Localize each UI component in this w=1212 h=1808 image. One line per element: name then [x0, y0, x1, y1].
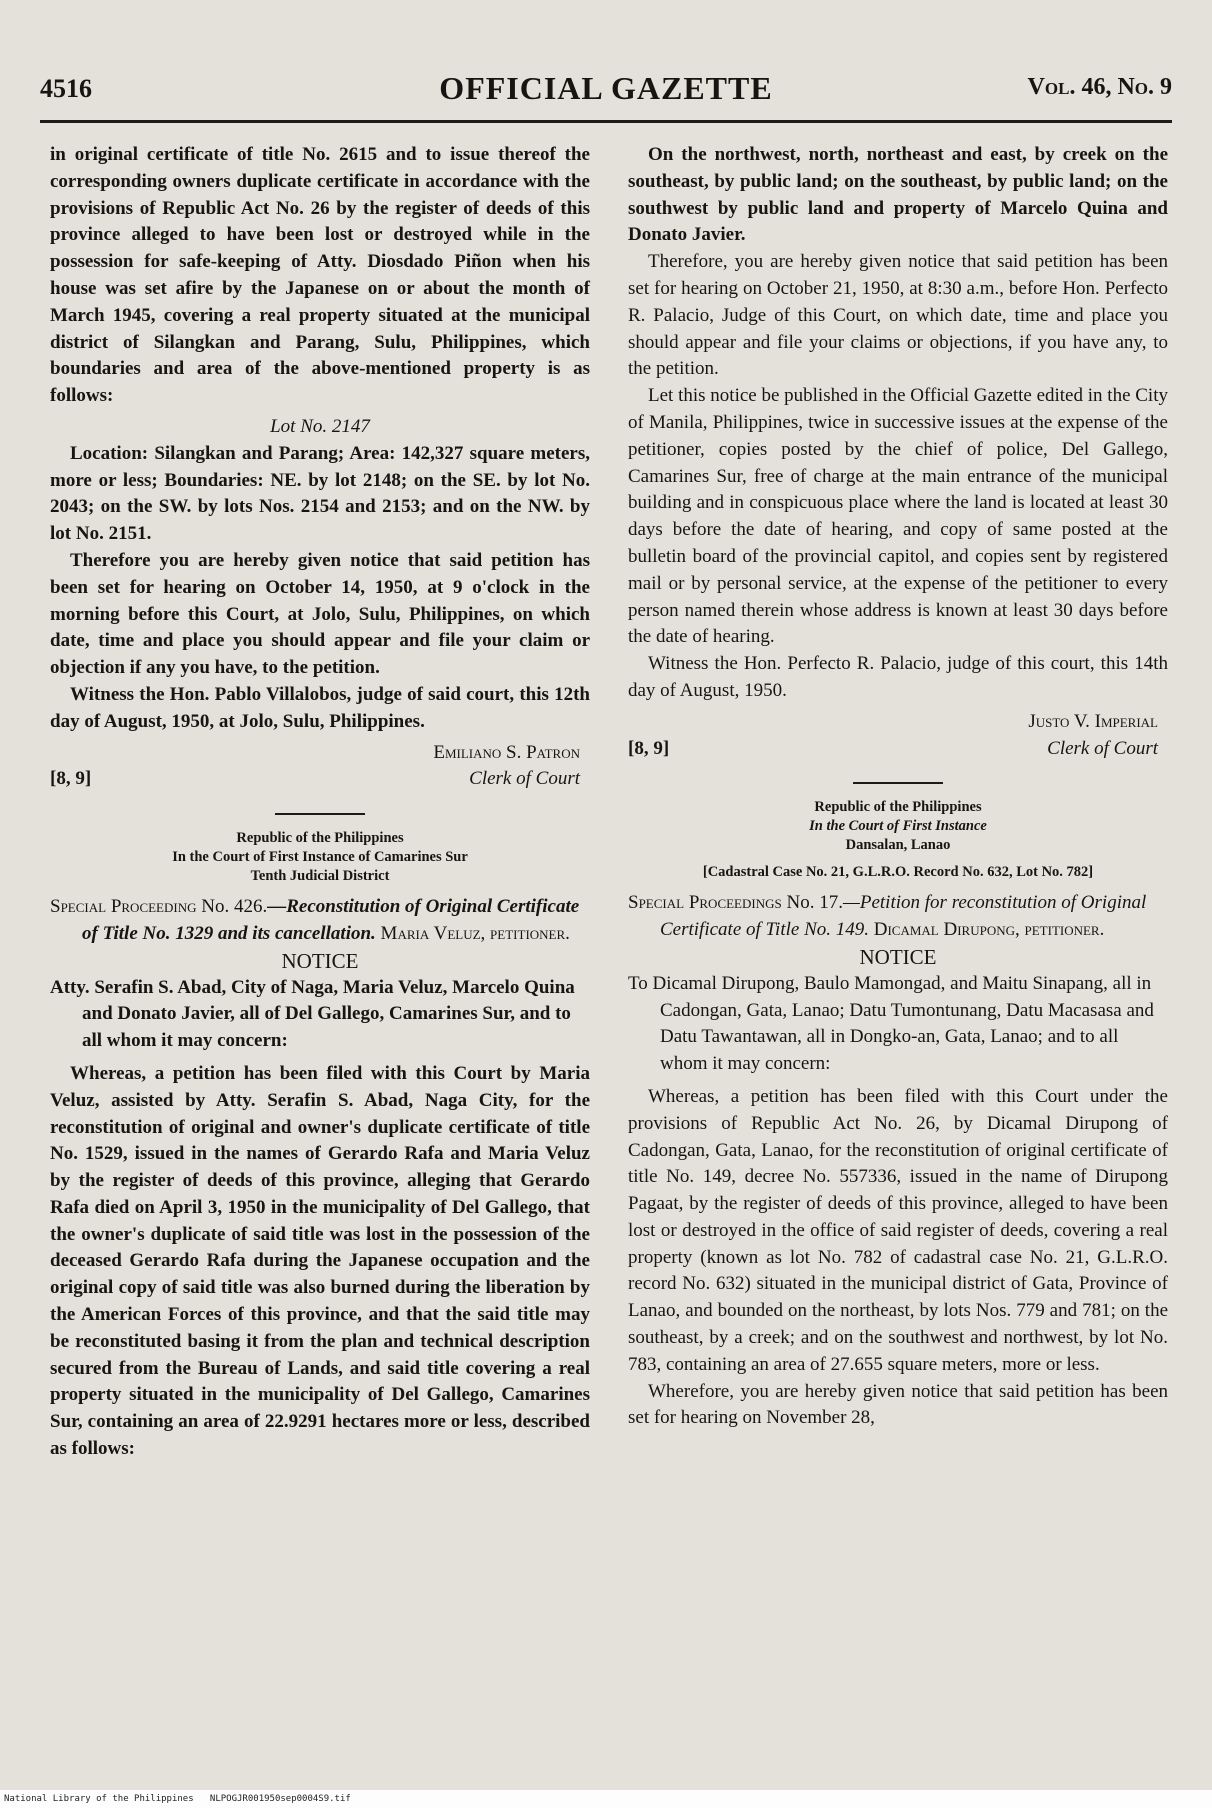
case-title: —Reconstitution of Original Certificate of Title No. 1329 and its cancellation. [82, 896, 580, 944]
paragraph: Therefore you are hereby given notice that said petition has been set for hearing on October 14, 1950, at 9 o'clock in the morning before this Court, at Jolo, Sulu, Philippines, on which date, time and place you should appear and file your claim or objection if any you have, to the petition. [50, 549, 590, 679]
clerk-title: Clerk of Court [469, 768, 580, 790]
paragraph: Witness the Hon. Pablo Villalobos, judge of said court, this 12th day of August, 1950, at Jolo, Sulu, Philippines. [50, 683, 590, 732]
notice-heading: NOTICE [859, 944, 937, 969]
paragraph: in original certificate of title No. 2615 and to issue thereof the corresponding owners duplicate certificate in accordance with the provisions of Republic Act No. 26 by the register of deeds of this province alleged to have been lost or destroyed while in the possession for safe-keeping of Atty. Diosdado Piñon when his house was set afire by the Japanese on or about the month of March 1945, covering a real property situated at the municipal district of Silangkan and Parang, Sulu, Philippines, which boundaries and area of the above-mentioned property is as follows: [50, 144, 590, 407]
paragraph: Let this notice be published in the Official Gazette edited in the City of Manila, Philippines, twice in successive issues at the expense of the petitioner, copies posted by the chief of police, Del Gallego, Camarines Sur, free of charge at the main entrance of the municipal building and in conspicuous place where the land is located at least 30 days before the date of hearing, and copy of same posted at the bulletin board of the provincial capitol, and copies sent by registered mail or by personal service, at the expense of the petitioner to every person named therein whose address is known at least 30 days before the date of hearing. [628, 385, 1168, 648]
court-line: Republic of the Philippines [814, 799, 982, 816]
case-heading [628, 890, 1168, 944]
court-heading [50, 829, 590, 886]
notice-address: Atty. Serafin S. Abad, City of Naga, Maria Veluz, Marcelo Quina and Donato Javier, all of Del Gallego, Camarines Sur, and to all whom it may concern: [50, 976, 575, 1052]
issue-reference: [8, 9] [50, 768, 92, 790]
case-label: Special Proceeding [50, 896, 197, 918]
case-record-line: [Cadastral Case No. 21, G.L.R.O. Record No. 632, Lot No. 782] [702, 864, 1094, 881]
page-header [40, 70, 1172, 114]
case-label: Special Proceedings [628, 892, 782, 914]
paragraph: Witness the Hon. Perfecto R. Palacio, judge of this court, this 14th day of August, 1950. [628, 653, 1168, 701]
signature-block [628, 709, 1168, 763]
left-column [50, 142, 590, 1463]
court-line: In the Court of First Instance [809, 818, 987, 835]
header-rule [40, 120, 1172, 123]
case-party: Dicamal Dirupong, petitioner. [873, 919, 1105, 941]
case-party: Maria Veluz, petitioner. [380, 922, 570, 944]
paragraph: Wherefore, you are hereby given notice that said petition has been set for hearing on November 28, [628, 1380, 1168, 1429]
notice-heading: NOTICE [281, 948, 359, 973]
scan-footer [0, 1790, 1212, 1808]
court-line: Dansalan, Lanao [845, 837, 951, 854]
lot-description: Location: Silangkan and Parang; Area: 142,327 square meters, more or less; Boundaries: NE. by lot 2148; on the SE. by lot No. 2043; on the SW. by lots Nos. 2154 and 2153; and on the NW. by lot No. 2151. [50, 442, 590, 545]
paragraph: Therefore, you are hereby given notice that said petition has been set for hearing on October 21, 1950, at 8:30 a.m., before Hon. Perfecto R. Palacio, Judge of this Court, on which date, time and place you should appear and file your claims or objections, if you have any, to the petition. [628, 251, 1168, 380]
court-line: Republic of the Philippines [236, 830, 404, 847]
case-title: —Petition for reconstitution of Original Certificate of Title No. 149. [660, 892, 1147, 941]
page-title: OFFICIAL GAZETTE [439, 70, 773, 106]
section-divider [275, 813, 365, 815]
paragraph: Whereas, a petition has been filed with this Court by Maria Veluz, assisted by Atty. Serafin S. Abad, Naga City, for the reconstitution of original and owner's duplicate certificate of title No. 1529, issued in the names of Gerardo Rafa and Maria Veluz by the register of deeds of this province, alleging that Gerardo Rafa died on April 3, 1950 in the municipality of Del Gallego, that the owner's duplicate of said title was lost in the possession of the deceased Gerardo Rafa during the Japanese occupation and the original copy of said title was also burned during the liberation by the American Forces of this province, and that the said title may be reconstituted basing it from the plan and technical description secured from the Bureau of Lands, and said title covering a real property situated in the municipality of Del Gallego, Camarines Sur, containing an area of 22.9291 hectares more or less, described as follows: [50, 1062, 590, 1460]
case-heading [50, 894, 590, 948]
scan-filename: NLPOGJR001950sep0004S9.tif [209, 1794, 351, 1804]
signature-block [50, 740, 590, 794]
clerk-title: Clerk of Court [1047, 737, 1158, 759]
case-number: No. 426. [201, 896, 268, 918]
right-column [628, 142, 1168, 1432]
court-line: Tenth Judicial District [250, 868, 390, 885]
clerk-name: Justo V. Imperial [1028, 710, 1158, 732]
clerk-name: Emiliano S. Patron [433, 741, 580, 763]
issue-reference: [8, 9] [628, 737, 670, 759]
page-number: 4516 [40, 74, 92, 103]
volume-number: Vol. 46, No. 9 [1027, 74, 1172, 100]
paragraph: On the northwest, north, northeast and east, by creek on the southeast, by public land; on the southeast, by public land; on the southwest by public land and property of Marcelo Quina and Donato Javier. [628, 144, 1168, 246]
notice-address: To Dicamal Dirupong, Baulo Mamongad, and Maitu Sinapang, all in Cadongan, Gata, Lanao; Datu Tumontunang, Datu Macasasa and Datu Tawantawan, all in Dongko-an, Gata, Lanao; and to all whom it may concern: [628, 972, 1154, 1075]
paragraph: Whereas, a petition has been filed with this Court under the provisions of Republic Act No. 26, by Dicamal Dirupong of Cadongan, Gata, Lanao, for the reconstitution of original certificate of title No. 149, decree No. 557336, issued in the name of Dirupong Pagaat, by the register of deeds of this province, alleged to have been lost or destroyed in the office of said register of deeds, covering a real property (known as lot No. 782 of cadastral case No. 21, G.L.R.O. record No. 632) situated in the municipal district of Gata, Province of Lanao, and bounded on the northeast, by lots Nos. 779 and 781; on the southeast, by a creek; and on the southwest and northwest, by lot No. 783, containing an area of 27.655 square meters, more or less. [628, 1085, 1168, 1375]
lot-heading: Lot No. 2147 [270, 415, 370, 437]
court-line: In the Court of First Instance of Camarines Sur [172, 849, 468, 866]
court-heading [628, 798, 1168, 882]
section-divider [853, 782, 943, 784]
case-number: No. 17. [786, 892, 843, 914]
library-credit: National Library of the Philippines [4, 1794, 194, 1804]
